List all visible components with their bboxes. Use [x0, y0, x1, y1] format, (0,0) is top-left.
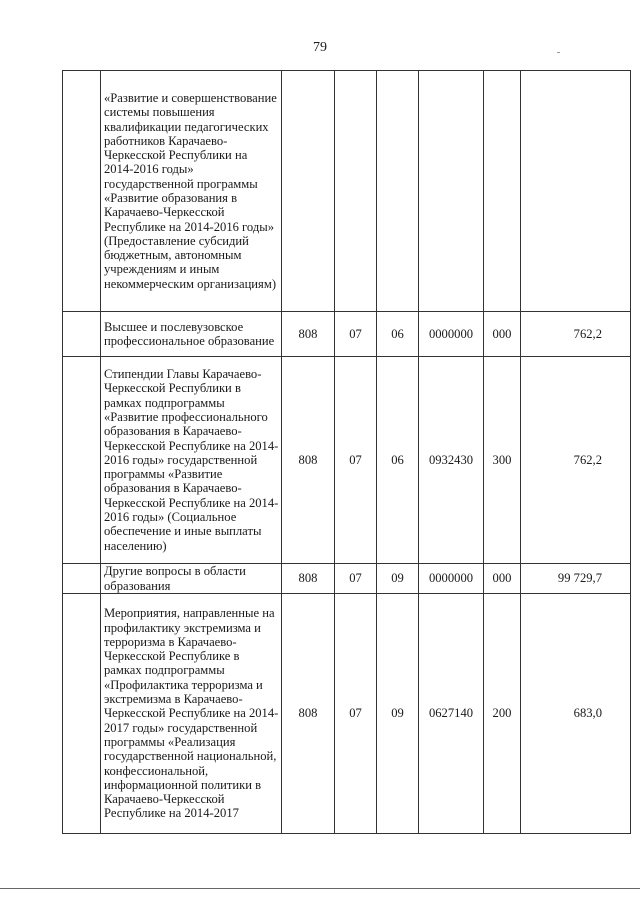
expense-type-cell — [484, 71, 521, 312]
target-code-cell: 0627140 — [419, 594, 484, 834]
description-cell: «Развитие и совершенствование системы повышения квалификации педагогических работников Карачаево-Черкесской Республики на 2014-2016 годы» государственной программы «Развитие образования в Карачаево-Черкесской Республике на 2014-2016 годы» (Предоставление субсидий бюджетным, автономным учреждениям и иным некоммерческим организациям) — [101, 71, 282, 312]
index-cell — [63, 357, 101, 564]
target-code-cell — [419, 71, 484, 312]
table-row — [63, 357, 631, 564]
section-code-cell: 07 — [335, 594, 377, 834]
ministry-code-cell: 808 — [282, 564, 335, 594]
amount-cell: 762,2 — [521, 312, 631, 357]
amount-cell: 683,0 — [521, 594, 631, 834]
target-code-cell: 0932430 — [419, 357, 484, 564]
index-cell — [63, 71, 101, 312]
subsection-code-cell: 06 — [377, 312, 419, 357]
ministry-code-cell: 808 — [282, 357, 335, 564]
index-cell — [63, 594, 101, 834]
page-number: 79 — [313, 40, 327, 55]
subsection-code-cell: 09 — [377, 564, 419, 594]
section-code-cell: 07 — [335, 357, 377, 564]
table-row — [63, 71, 631, 312]
ministry-code-cell — [282, 71, 335, 312]
table-row — [63, 312, 631, 357]
section-code-cell — [335, 71, 377, 312]
description-cell: Другие вопросы в области образования — [101, 564, 282, 594]
index-cell — [63, 564, 101, 594]
table-row — [63, 594, 631, 834]
budget-table — [62, 70, 631, 834]
expense-type-cell: 000 — [484, 312, 521, 357]
page-bottom-rule — [0, 888, 640, 889]
subsection-code-cell: 06 — [377, 357, 419, 564]
expense-type-cell: 200 — [484, 594, 521, 834]
ministry-code-cell: 808 — [282, 594, 335, 834]
target-code-cell: 0000000 — [419, 564, 484, 594]
subsection-code-cell — [377, 71, 419, 312]
subsection-code-cell: 09 — [377, 594, 419, 834]
scan-artifact — [557, 52, 560, 53]
target-code-cell: 0000000 — [419, 312, 484, 357]
amount-cell — [521, 71, 631, 312]
amount-cell: 762,2 — [521, 357, 631, 564]
amount-cell: 99 729,7 — [521, 564, 631, 594]
expense-type-cell: 000 — [484, 564, 521, 594]
table-row — [63, 564, 631, 594]
description-cell: Стипендии Главы Карачаево-Черкесской Республики в рамках подпрограммы «Развитие профессионального образования в Карачаево-Черкесской Республике на 2014-2016 годы» государственной программы «Развитие образования в Карачаево-Черкесской Республике на 2014-2016 годы» (Социальное обеспечение и иные выплаты населению) — [101, 357, 282, 564]
description-cell: Мероприятия, направленные на профилактику экстремизма и терроризма в Карачаево-Черкесской Республике в рамках подпрограммы «Профилактика терроризма и экстремизма в Карачаево-Черкесской Республике на 2014-2017 годы» государственной программы «Реализация государственной национальной, конфессиональной, информационной политики в Карачаево-Черкесской Республике на 2014-2017 — [101, 594, 282, 834]
index-cell — [63, 312, 101, 357]
section-code-cell: 07 — [335, 564, 377, 594]
ministry-code-cell: 808 — [282, 312, 335, 357]
section-code-cell: 07 — [335, 312, 377, 357]
expense-type-cell: 300 — [484, 357, 521, 564]
description-cell: Высшее и послевузовское профессиональное образование — [101, 312, 282, 357]
